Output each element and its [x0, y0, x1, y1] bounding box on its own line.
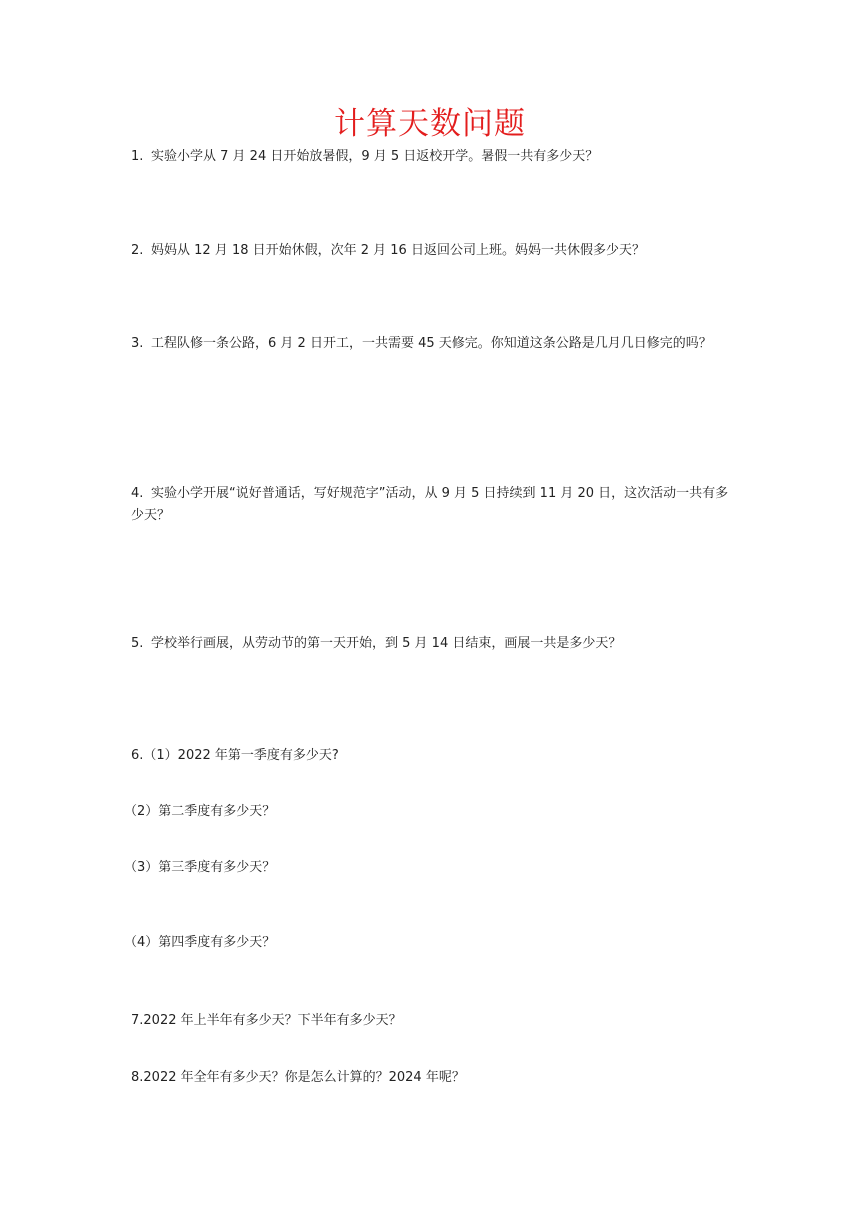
question-number: 1. — [131, 149, 144, 164]
question-number: 4. — [131, 486, 144, 501]
page-title: 计算天数问题 — [334, 106, 526, 142]
question-6-part-2: （2）第二季度有多少天？ — [124, 804, 276, 819]
question-5 — [131, 633, 741, 655]
question-text: 工程队修一条公路，6 月 2 日开工，一共需要 45 天修完。你知道这条公路是几月几日修完的吗？ — [151, 336, 712, 351]
question-6-part-4: （4）第四季度有多少天？ — [124, 935, 276, 950]
question-6-part-1: 6.（1）2022 年第一季度有多少天? — [131, 748, 339, 763]
question-text: 实验小学开展“说好普通话，写好规范字”活动，从 9 月 5 日持续到 11 月 20 日，这次活动一共有多少天？ — [131, 486, 729, 523]
question-4 — [131, 483, 741, 527]
question-number: 2. — [131, 243, 144, 258]
question-2 — [131, 240, 741, 262]
question-number: 5. — [131, 636, 144, 651]
question-text: 妈妈从 12 月 18 日开始休假，次年 2 月 16 日返回公司上班。妈妈一共休假多少天？ — [151, 243, 645, 258]
question-1 — [131, 146, 741, 168]
question-3 — [131, 333, 741, 355]
question-7: 7.2022 年上半年有多少天？下半年有多少天？ — [131, 1013, 402, 1028]
question-text: 实验小学从 7 月 24 日开始放暑假，9 月 5 日返校开学。暑假一共有多少天？ — [151, 149, 599, 164]
question-6-part-3: （3）第三季度有多少天？ — [124, 860, 276, 875]
question-number: 3. — [131, 336, 144, 351]
question-text: 学校举行画展，从劳动节的第一天开始，到 5 月 14 日结束，画展一共是多少天？ — [151, 636, 622, 651]
question-8: 8.2022 年全年有多少天？你是怎么计算的？2024 年呢？ — [131, 1070, 465, 1085]
